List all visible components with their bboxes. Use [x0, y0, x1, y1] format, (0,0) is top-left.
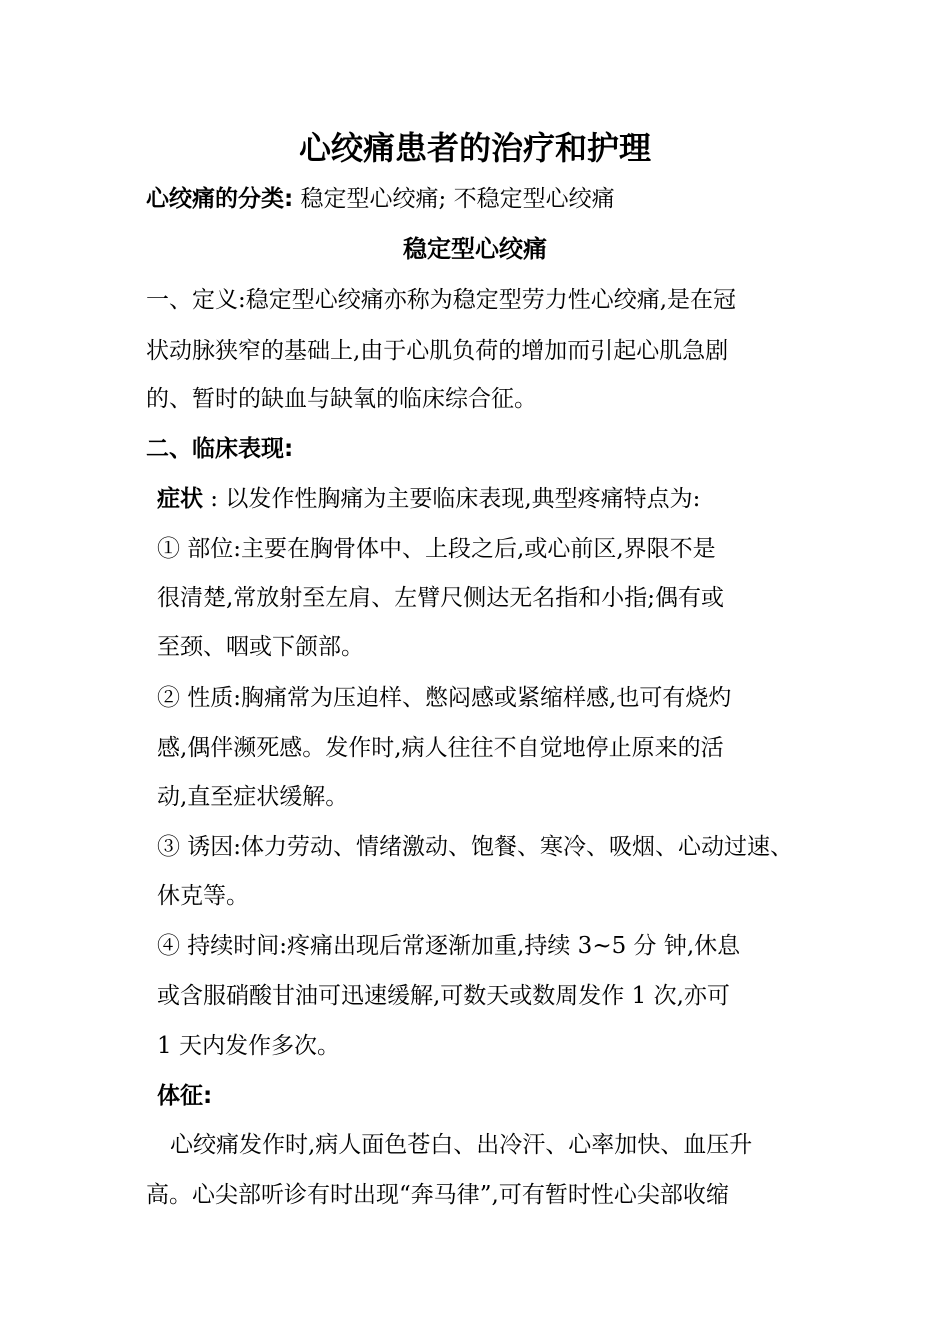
- signs-heading: 体征:: [157, 1083, 213, 1109]
- clinical-heading: 二、临床表现:: [146, 436, 294, 462]
- definition-line: 一、定义:稳定型心绞痛亦称为稳定型劳力性心绞痛,是在冠: [146, 287, 737, 313]
- item-line: 或含服硝酸甘油可迅速缓解,可数天或数周发作 1 次,亦可: [157, 983, 730, 1009]
- item-line: 至颈、咽或下颌部。: [157, 634, 364, 660]
- item-line: 1 天内发作多次。: [157, 1033, 340, 1059]
- signs-line: 心绞痛发作时,病人面色苍白、出冷汗、心率加快、血压升: [170, 1132, 753, 1158]
- symptoms-label: 症状: [157, 486, 203, 512]
- item-line: 感,偶伴濒死感。发作时,病人往往不自觉地停止原来的活: [157, 735, 724, 761]
- item-line: ② 性质:胸痛常为压迫样、憋闷感或紧缩样感,也可有烧灼: [157, 685, 732, 711]
- classification-line: [146, 184, 615, 214]
- item-line: ③ 诱因:体力劳动、情绪激动、饱餐、寒冷、吸烟、心动过速、: [157, 834, 794, 860]
- symptoms-line: [157, 484, 700, 514]
- classification-label: 心绞痛的分类:: [146, 186, 294, 212]
- classification-text: 稳定型心绞痛; 不稳定型心绞痛: [293, 186, 615, 212]
- section-title: 稳定型心绞痛: [403, 235, 547, 263]
- signs-line: 高。心尖部听诊有时出现“奔马律”,可有暂时性心尖部收缩: [146, 1182, 729, 1208]
- definition-line: 的、暂时的缺血与缺氧的临床综合征。: [146, 386, 537, 412]
- document-title: 心绞痛患者的治疗和护理: [298, 129, 651, 167]
- item-line: 动,直至症状缓解。: [157, 784, 349, 810]
- symptoms-text: : 以发作性胸痛为主要临床表现,典型疼痛特点为:: [203, 486, 701, 512]
- item-line: ① 部位:主要在胸骨体中、上段之后,或心前区,界限不是: [157, 536, 716, 562]
- item-line: ④ 持续时间:疼痛出现后常逐渐加重,持续 3~5 分 钟,休息: [157, 933, 741, 959]
- item-line: 很清楚,常放射至左肩、左臂尺侧达无名指和小指;偶有或: [157, 585, 725, 611]
- definition-line: 状动脉狭窄的基础上,由于心肌负荷的增加而引起心肌急剧: [146, 338, 729, 364]
- item-line: 休克等。: [157, 883, 249, 909]
